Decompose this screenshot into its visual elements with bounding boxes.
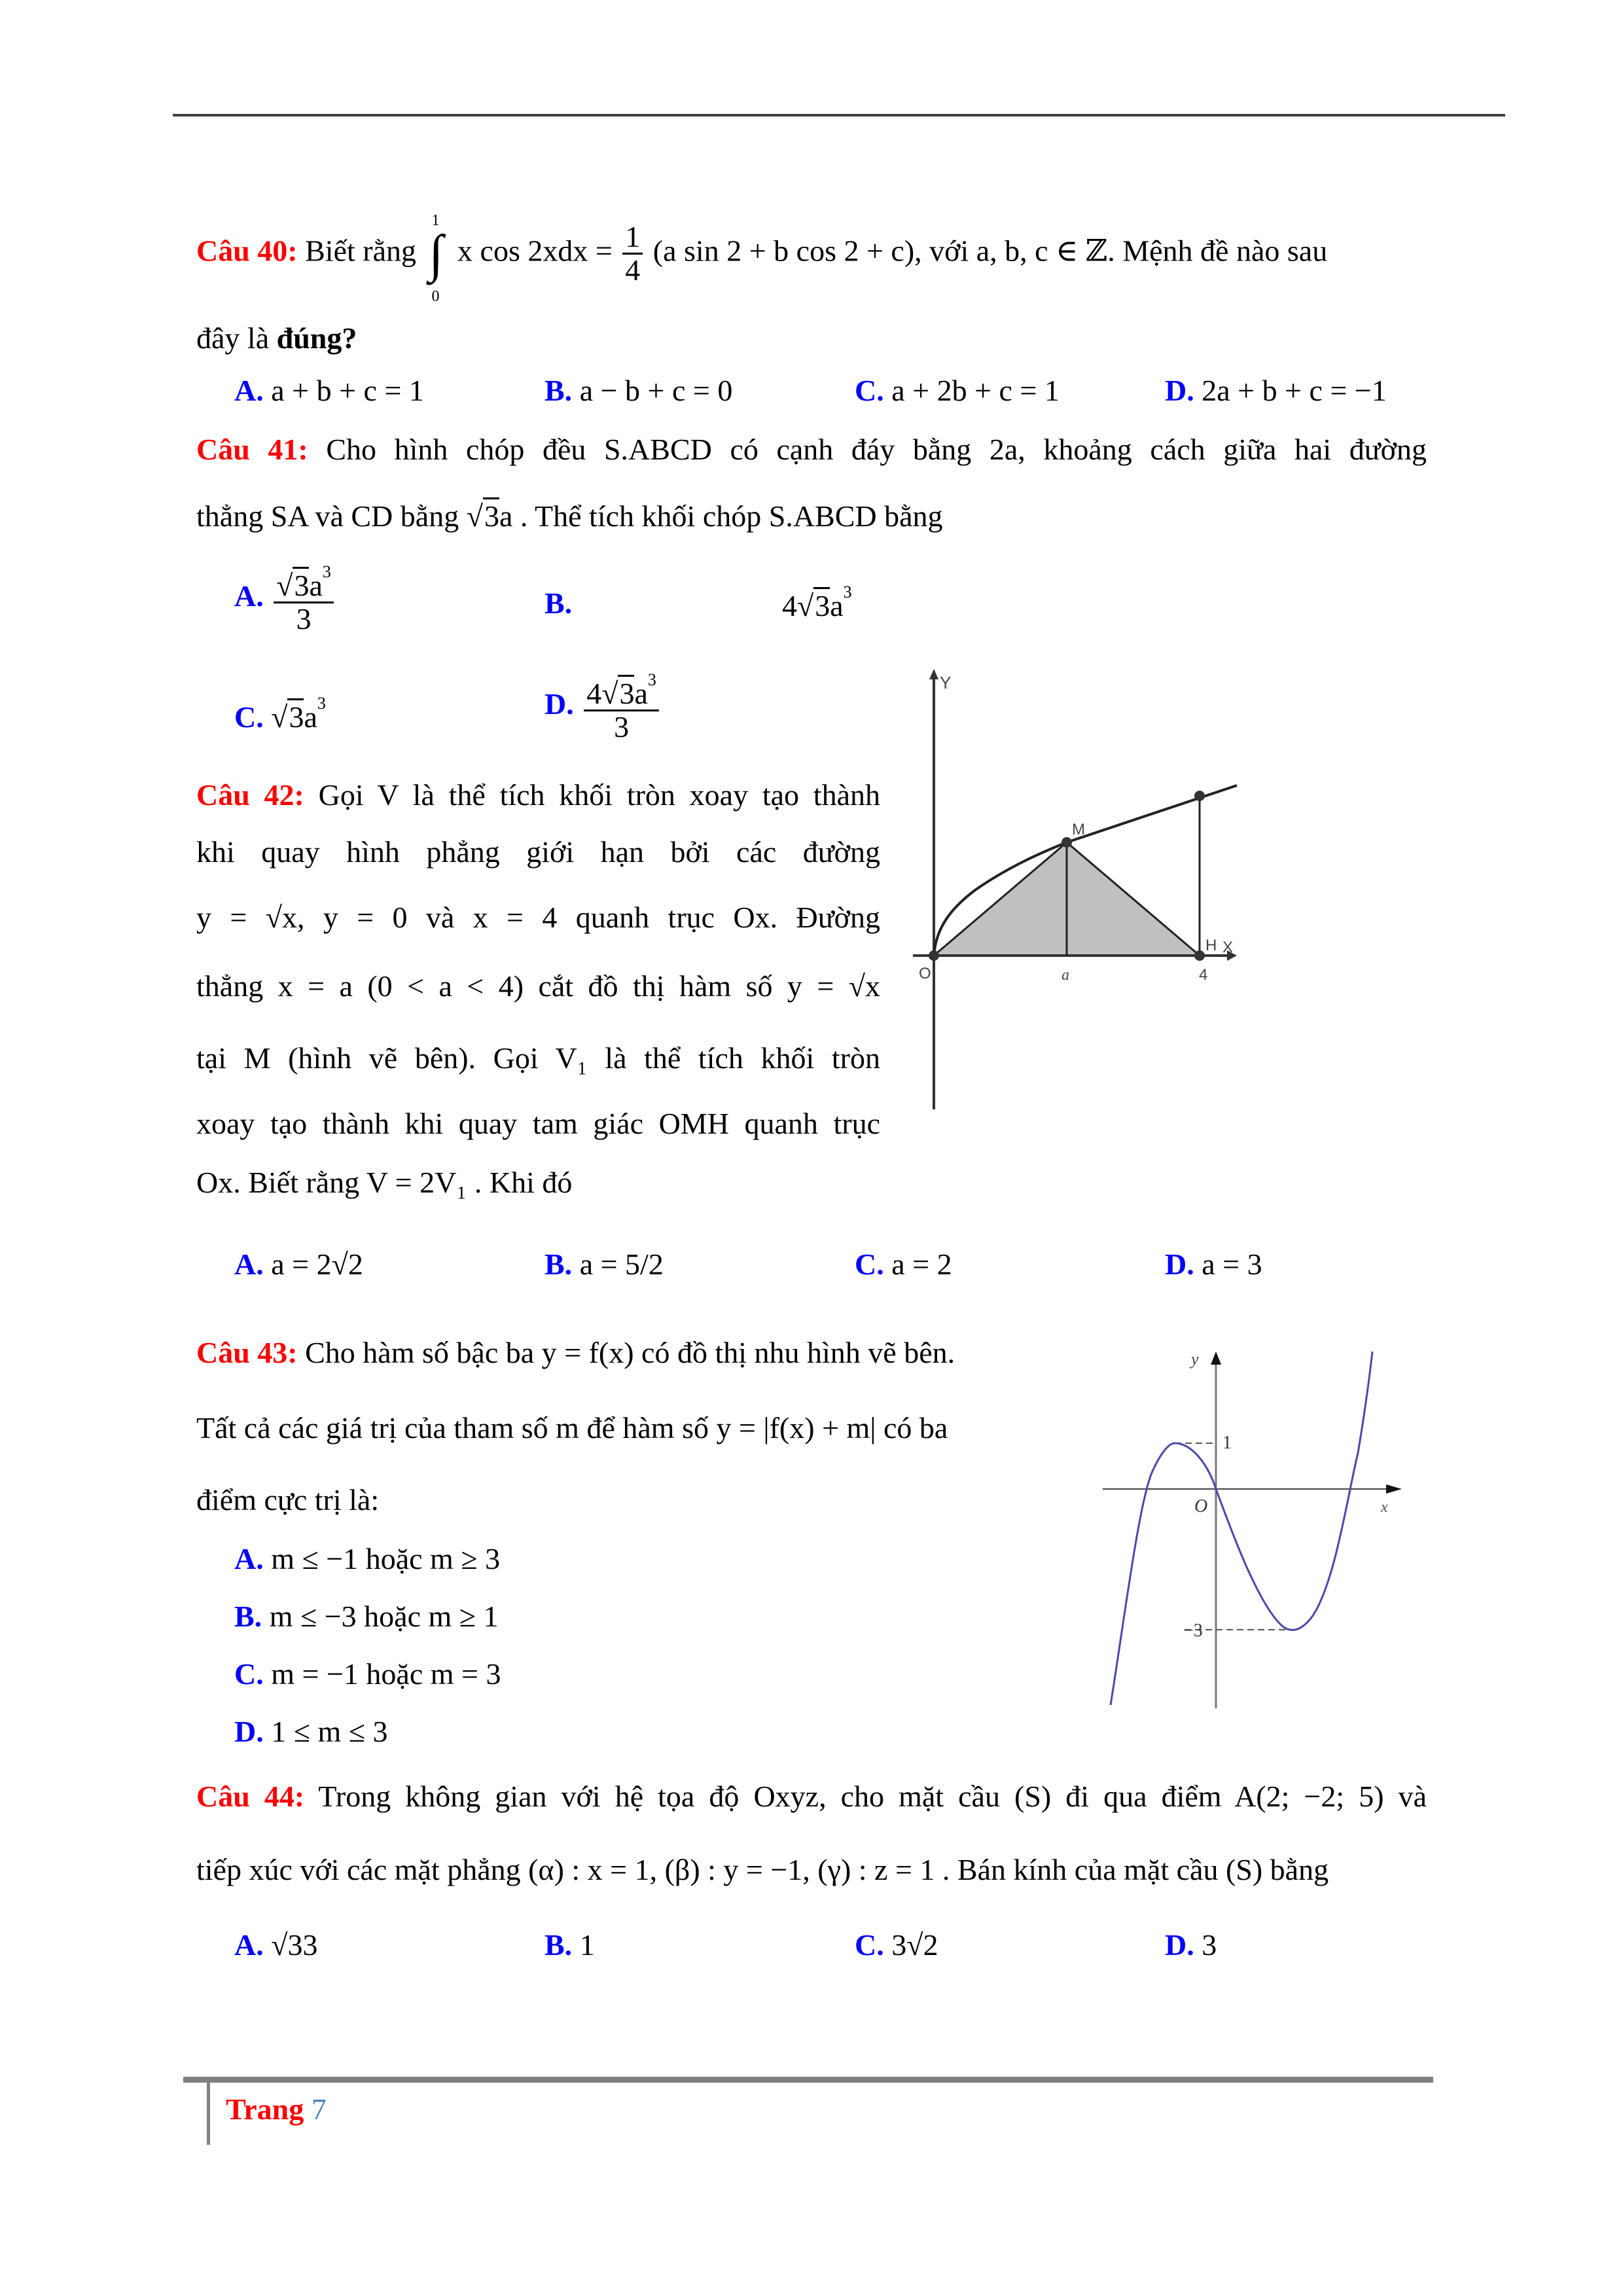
fraction: $\frac{1}{4}$ bbox=[622, 221, 643, 287]
svg-text:O: O bbox=[1194, 1496, 1208, 1516]
svg-text:4: 4 bbox=[1199, 966, 1208, 984]
q40-head: Câu 40: bbox=[196, 234, 298, 268]
q40-option-b[interactable]: B. a − b + c = 0 bbox=[544, 374, 733, 407]
q43-line1: Câu 43: Cho hàm số bậc ba y = f(x) có đồ thị nhu hình vẽ bên. bbox=[196, 1336, 955, 1369]
q43-option-c[interactable]: C. m = −1 hoặc m = 3 bbox=[234, 1657, 501, 1691]
q43-option-b[interactable]: B. m ≤ −3 hoặc m ≥ 1 bbox=[234, 1600, 499, 1633]
q44-option-d[interactable]: D. 3 bbox=[1165, 1928, 1217, 1962]
q41-option-b-value: $4√3a^3$ bbox=[782, 583, 852, 622]
q42-figure bbox=[903, 655, 1427, 1113]
svg-text:Y: Y bbox=[940, 673, 952, 692]
q40-option-c[interactable]: C. a + 2b + c = 1 bbox=[855, 374, 1060, 407]
svg-text:y: y bbox=[1191, 1350, 1199, 1369]
q42-option-b[interactable]: B. a = 5/2 bbox=[544, 1247, 664, 1281]
q41-line1: Câu 41: Cho hình chóp đều S.ABCD có cạnh đáy bằng 2a, khoảng cách giữa hai đường bbox=[196, 433, 1427, 466]
footer-rule bbox=[183, 2077, 1433, 2083]
q44-line2: tiếp xúc với các mặt phẳng (α) : x = 1, (β) : y = −1, (γ) : z = 1 . Bán kính của mặt cầu (S) bằng bbox=[196, 1853, 1329, 1886]
q44-option-c[interactable]: C. 3√2 bbox=[855, 1928, 938, 1962]
q44-option-a[interactable]: A. √33 bbox=[234, 1928, 318, 1962]
svg-text:H: H bbox=[1205, 937, 1217, 954]
q42-option-c[interactable]: C. a = 2 bbox=[855, 1247, 952, 1281]
q42-option-a[interactable]: A. a = 2√2 bbox=[234, 1247, 363, 1281]
q43-option-d[interactable]: D. 1 ≤ m ≤ 3 bbox=[234, 1715, 388, 1748]
q43-figure bbox=[1086, 1322, 1440, 1728]
q41-line2: thẳng SA và CD bằng √3a . Thể tích khối chóp S.ABCD bằng bbox=[196, 499, 943, 533]
svg-text:a: a bbox=[1061, 967, 1069, 984]
svg-text:O: O bbox=[919, 965, 931, 982]
q41-option-c[interactable]: C. $√3a^3$ bbox=[234, 694, 326, 734]
q43-option-a[interactable]: A. m ≤ −1 hoặc m ≥ 3 bbox=[234, 1542, 501, 1575]
page-number: Trang 7 bbox=[226, 2092, 327, 2126]
svg-text:M: M bbox=[1072, 821, 1085, 838]
integral-sign: 1 ∫ 0 bbox=[429, 211, 444, 305]
q41-option-a[interactable]: A. $\frac{√3a^3}{3}$ bbox=[234, 563, 336, 636]
footer-divider bbox=[207, 2083, 210, 2145]
q44-option-b[interactable]: B. 1 bbox=[544, 1928, 595, 1962]
q43-line2: Tất cả các giá trị của tham số m để hàm số y = |f(x) + m| có ba bbox=[196, 1411, 948, 1444]
q40-option-a[interactable]: A. a + b + c = 1 bbox=[234, 374, 424, 407]
svg-text:−3: −3 bbox=[1183, 1621, 1203, 1641]
q40-stem: Câu 40: Biết rằng 1 ∫ 0 x cos 2xdx = $\frac{1}{4}$ (a sin 2 + b cos 2 + c), với a, b, c ∈ ℤ. Mệnh đề nào sau bbox=[196, 211, 1328, 305]
svg-text:X: X bbox=[1222, 939, 1234, 956]
q43-line3: điểm cực trị là: bbox=[196, 1483, 380, 1516]
q40-option-d[interactable]: D. 2a + b + c = −1 bbox=[1165, 374, 1387, 407]
svg-text:1: 1 bbox=[1222, 1433, 1232, 1453]
svg-text:x: x bbox=[1381, 1499, 1388, 1516]
q41-option-b[interactable]: B. bbox=[544, 586, 573, 620]
q42-option-d[interactable]: D. a = 3 bbox=[1165, 1247, 1262, 1281]
q44-line1: Câu 44: Trong không gian với hệ tọa độ Oxyz, cho mặt cầu (S) đi qua điểm A(2; −2; 5) và bbox=[196, 1780, 1427, 1813]
header-rule bbox=[173, 114, 1505, 117]
q41-option-d[interactable]: D. $\frac{4√3a^3}{3}$ bbox=[544, 671, 662, 744]
